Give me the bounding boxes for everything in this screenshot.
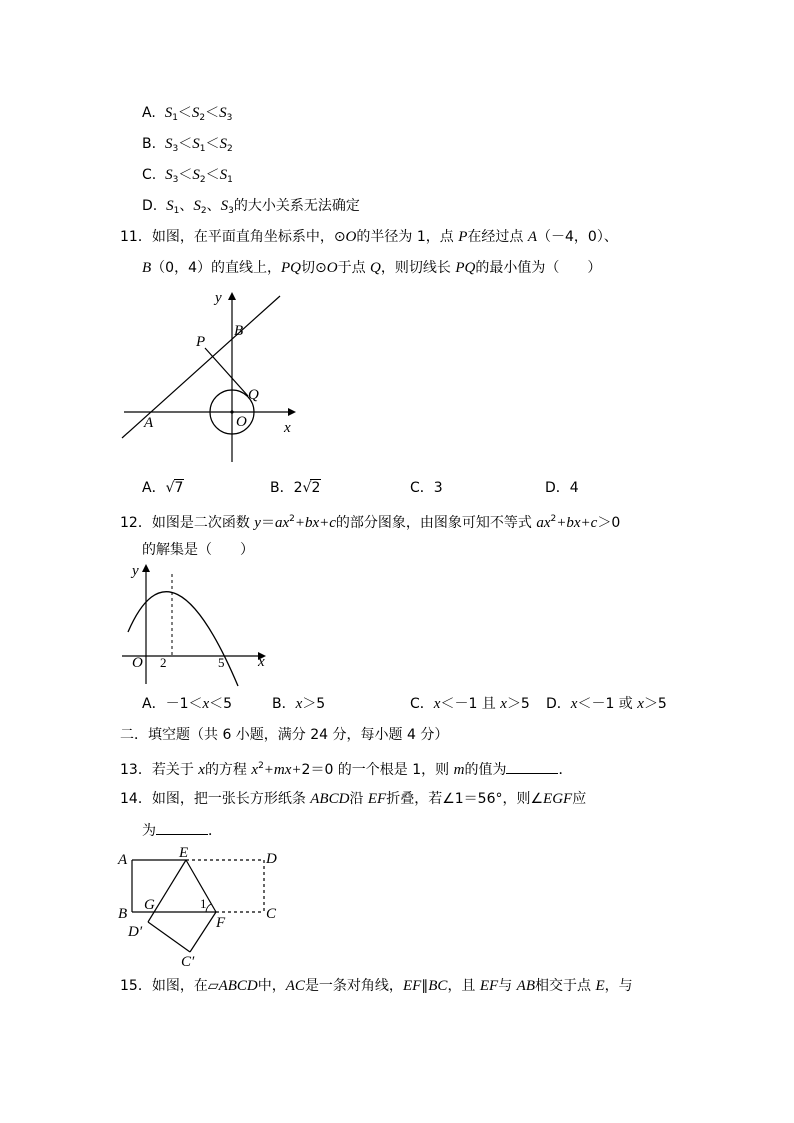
answer-blank[interactable]	[156, 820, 208, 835]
label-g: G	[144, 897, 155, 913]
section-heading: 二．填空题（共 6 小题，满分 24 分，每小题 4 分）	[120, 727, 449, 743]
label-a: A	[118, 852, 128, 868]
q11-option-a: A．√7	[142, 480, 184, 496]
sqrt-symbol: √7	[165, 480, 184, 496]
label-a: A	[144, 415, 154, 431]
label-b: B	[234, 323, 244, 339]
label-o: O	[236, 414, 247, 430]
label-o: O	[132, 655, 143, 671]
angle-1-arc	[206, 904, 211, 912]
edge-cf-prime	[190, 912, 216, 952]
label-f: F	[216, 915, 226, 931]
q11-option-b: B．2√2	[270, 480, 321, 496]
answer-blank[interactable]	[506, 759, 558, 774]
q12-option-d: D．x＜－1 或 x＞5	[546, 696, 667, 712]
label-p: P	[196, 334, 206, 350]
y-axis-arrow	[228, 292, 236, 300]
label-b: B	[118, 906, 128, 922]
q12-stem-line1: 12．如图是二次函数 $y=ax^2+bx+c$的部分图象，由图象可知不等式 $ax^2+bx+c>0$	[120, 514, 621, 531]
q14-figure	[114, 846, 284, 970]
label-d: D	[266, 851, 277, 867]
q10-option-d: D. $S_1$、$S_2$、$S_3$的大小关系无法确定	[142, 198, 360, 216]
x-axis-arrow	[288, 408, 296, 416]
q13-stem: 13．若关于 x的方程 $x^2+mx+2=0$ 的一个根是 1，则 m的值为 ．	[120, 761, 573, 778]
q10-option-c: C. $S_3<S_2<S_1$	[142, 167, 233, 185]
y-axis-arrow	[142, 564, 150, 572]
tick-5: 5	[218, 655, 225, 670]
q12-figure	[118, 560, 278, 690]
q11-stem-line1: 11．如图，在平面直角坐标系中，⊙O的半径为 1，点 P在经过点 A（－4，0）、	[120, 229, 618, 245]
q12-option-b: B．x＞5	[272, 696, 326, 712]
q14-stem-line1: 14．如图，把一张长方形纸条 ABCD沿 EF折叠，若∠1＝56°，则∠EGF应	[120, 791, 587, 807]
q10-option-b: B. $S_3<S_1<S_2$	[142, 136, 233, 154]
q11-figure	[118, 288, 298, 468]
point-o-dot	[230, 410, 233, 413]
q14-stem-line2: 为 ．	[142, 820, 222, 841]
q15-stem: 15．如图，在▱ABCD中，AC是一条对角线，EF∥BC，且 EF与 AB相交于点 E，与	[120, 978, 633, 994]
label-e: E	[179, 846, 189, 861]
q10-option-a: A. $S_1<S_2<S_3$	[142, 105, 233, 123]
label-c-prime: C′	[181, 954, 195, 970]
label-y: y	[215, 290, 222, 306]
parabola-curve	[128, 592, 238, 686]
tick-2: 2	[160, 655, 167, 670]
label-1: 1	[200, 896, 207, 911]
q11-stem-line2: B（0，4）的直线上，PQ切⊙O于点 Q，则切线长 PQ的最小值为（ ）	[142, 260, 602, 276]
q11-option-c: C．3	[410, 480, 443, 496]
q12-option-c: C．x＜－1 且 x＞5	[410, 696, 530, 712]
label-d-prime: D′	[128, 924, 143, 940]
label-y: y	[132, 563, 139, 579]
label-x: x	[258, 654, 265, 670]
q12-stem-line2: 的解集是（ ）	[142, 542, 254, 558]
label-q: Q	[248, 387, 259, 403]
edge-dc-prime	[148, 922, 190, 952]
q11-option-d: D．4	[545, 480, 579, 496]
label-x: x	[284, 420, 291, 436]
segment-pq	[205, 348, 248, 396]
label-c: C	[266, 906, 277, 922]
q12-option-a: A．－1＜x＜5	[142, 696, 233, 712]
sqrt-symbol: √2	[302, 480, 321, 496]
